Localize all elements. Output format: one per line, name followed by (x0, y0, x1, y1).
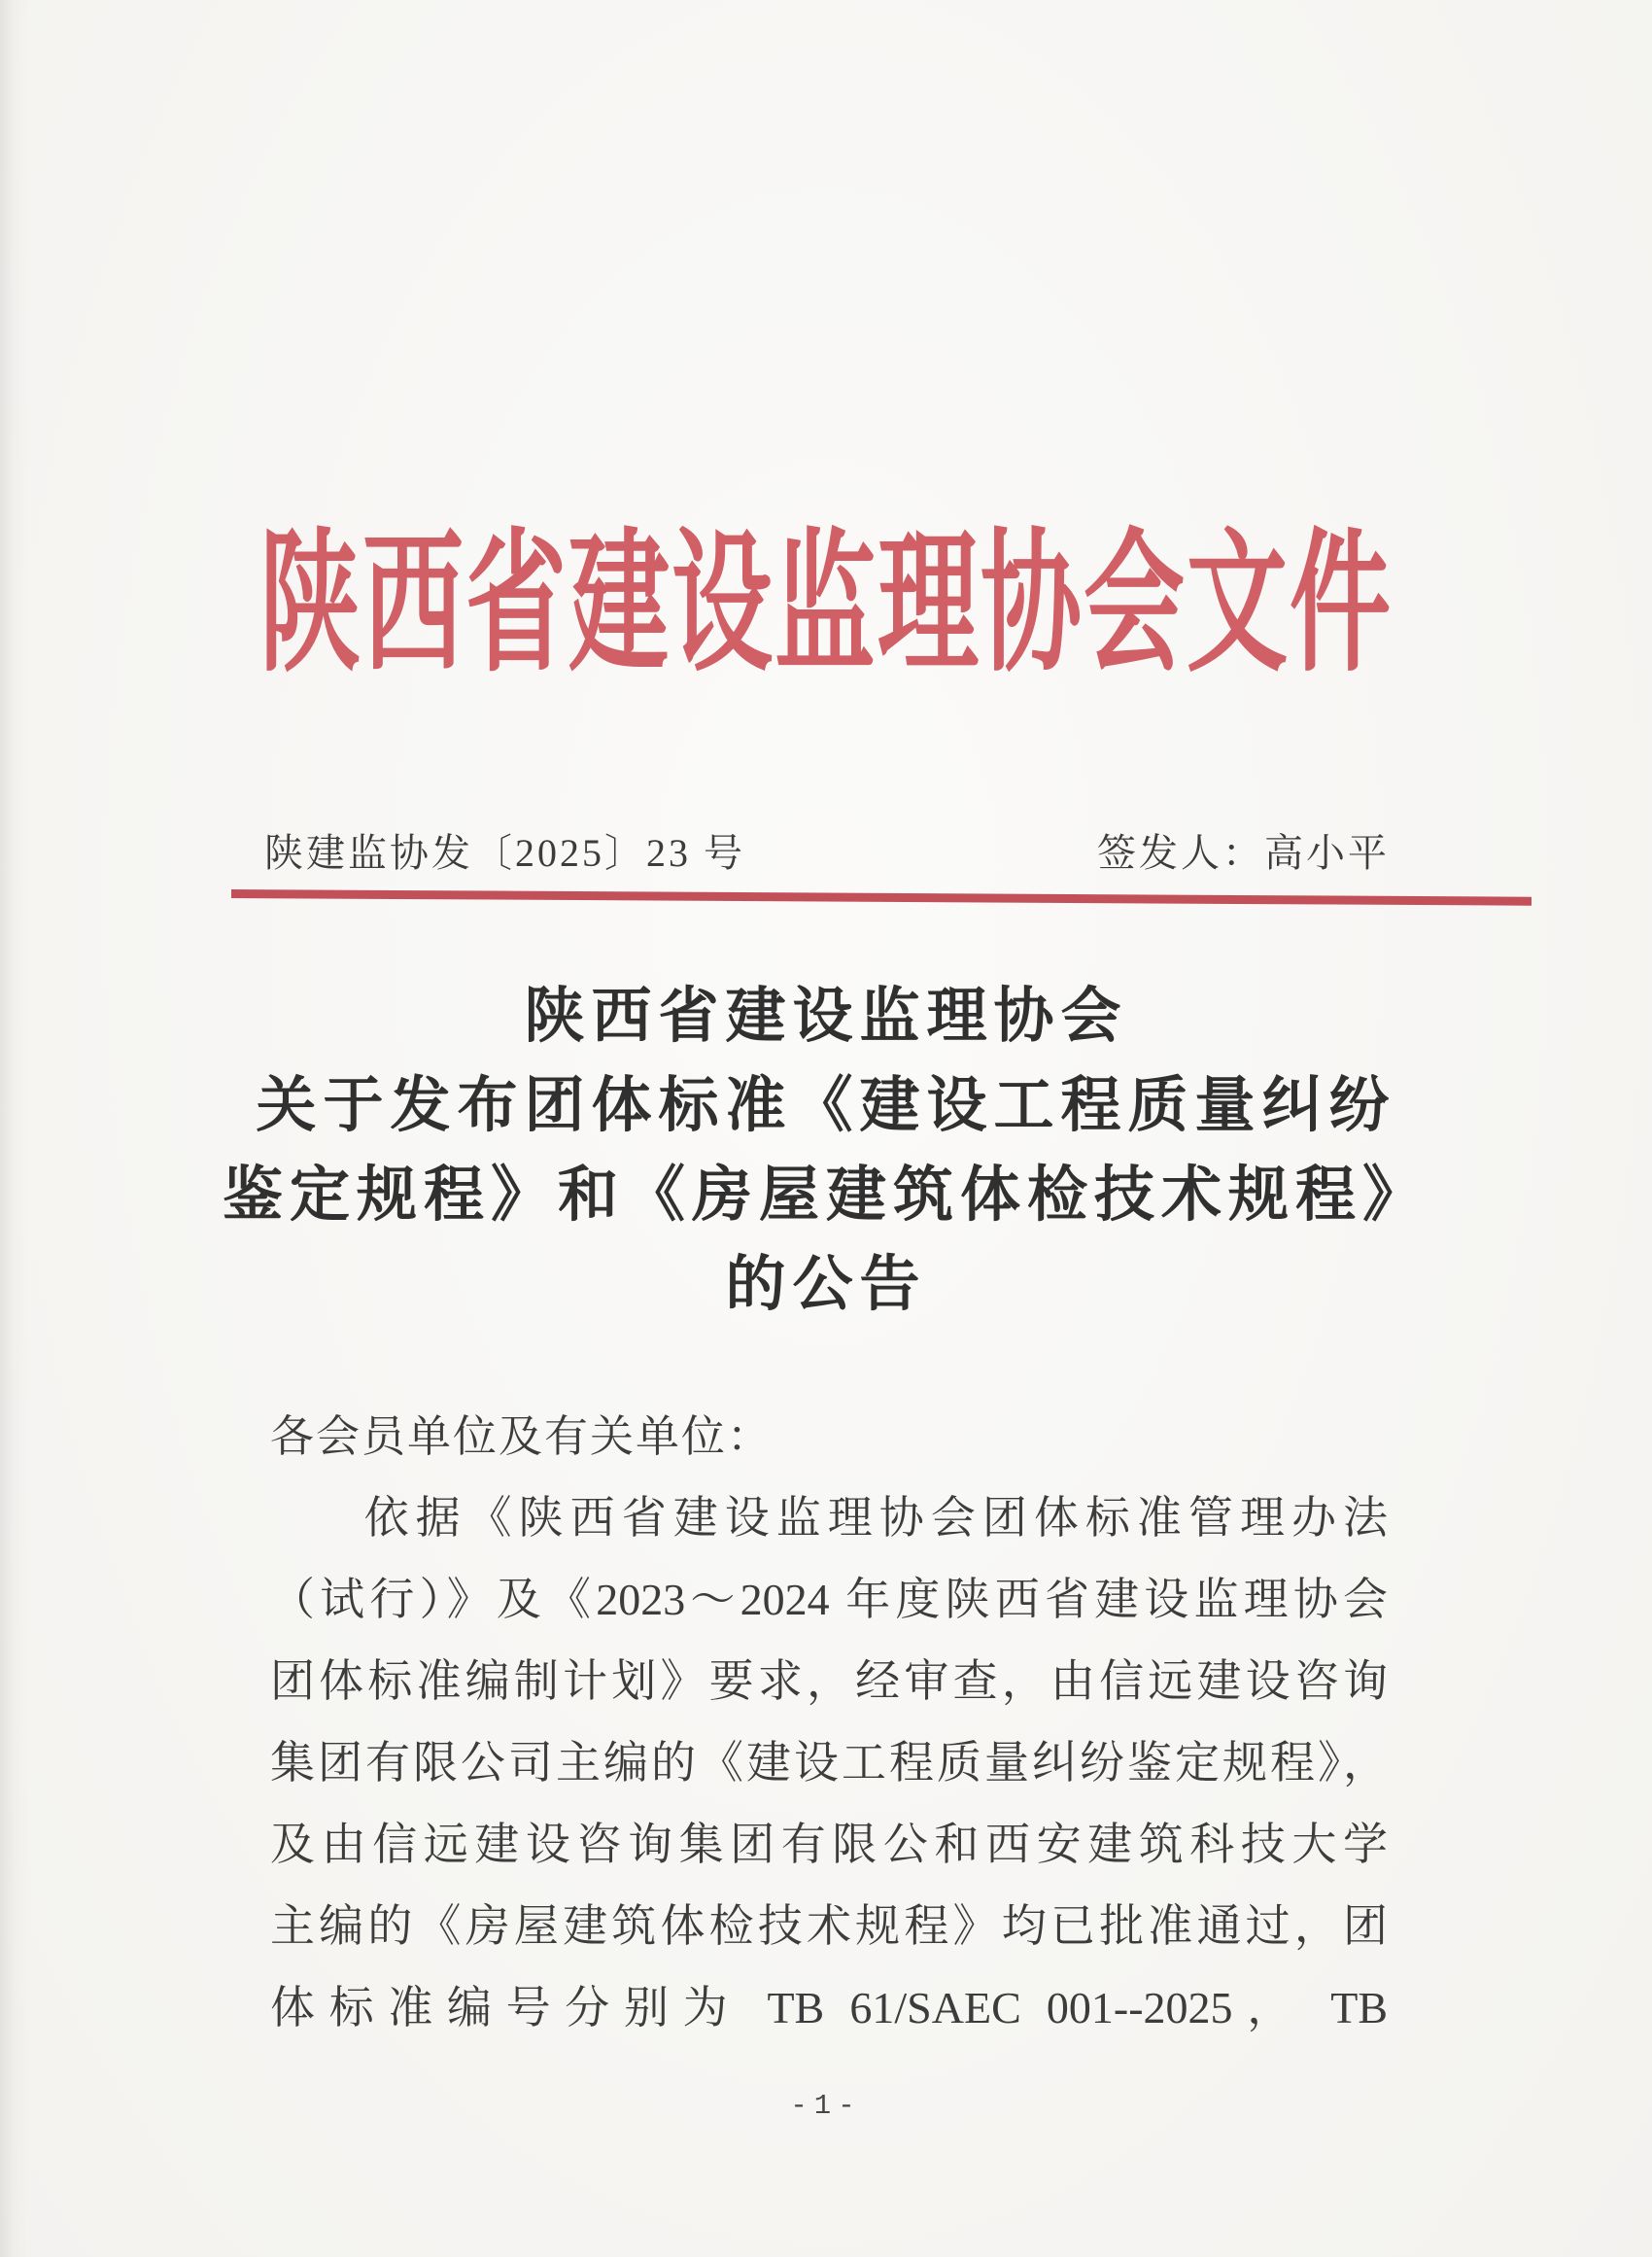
body-line: 团体标准编制计划》要求，经审查，由信远建设咨询 (270, 1656, 1388, 1706)
announcement-title-line-2: 关于发布团体标准《建设工程质量纠纷 (256, 1073, 1396, 1139)
announcement-title-line-3: 鉴定规程》和《房屋建筑体检技术规程》 (222, 1163, 1429, 1229)
announcement-title (0, 972, 1652, 1330)
body-line: 及由信远建设咨询集团有限公和西安建筑科技大学 (270, 1820, 1388, 1869)
body-line: 集团有限公司主编的《建设工程质量纠纷鉴定规程》， (270, 1738, 1388, 1788)
body-line: （试行）》及《2023～2024 年度陕西省建设监理协会 (270, 1575, 1388, 1624)
red-divider-line (231, 889, 1532, 906)
announcement-title-line-1: 陕西省建设监理协会 (524, 984, 1128, 1050)
body-line: 主编的《房屋建筑体检技术规程》均已批准通过，团 (270, 1901, 1388, 1951)
salutation: 各会员单位及有关单位： (270, 1412, 774, 1461)
announcement-title-line-4: 的公告 (725, 1252, 927, 1318)
signer-label: 签发人：高小平 (1097, 831, 1390, 875)
reference-row (264, 822, 1390, 878)
doc-number: 陕建监协发〔2025〕23 号 (264, 831, 745, 875)
body-line: 依据《陕西省建设监理协会团体标准管理办法 (363, 1493, 1388, 1543)
page-number: -1- (790, 2090, 862, 2122)
body-paragraph (270, 1477, 1388, 2049)
body-line: 体标准编号分别为 TB 61/SAEC 001--2025， TB (270, 1983, 1388, 2032)
letterhead-title: 陕西省建设监理协会文件 (258, 520, 1393, 691)
